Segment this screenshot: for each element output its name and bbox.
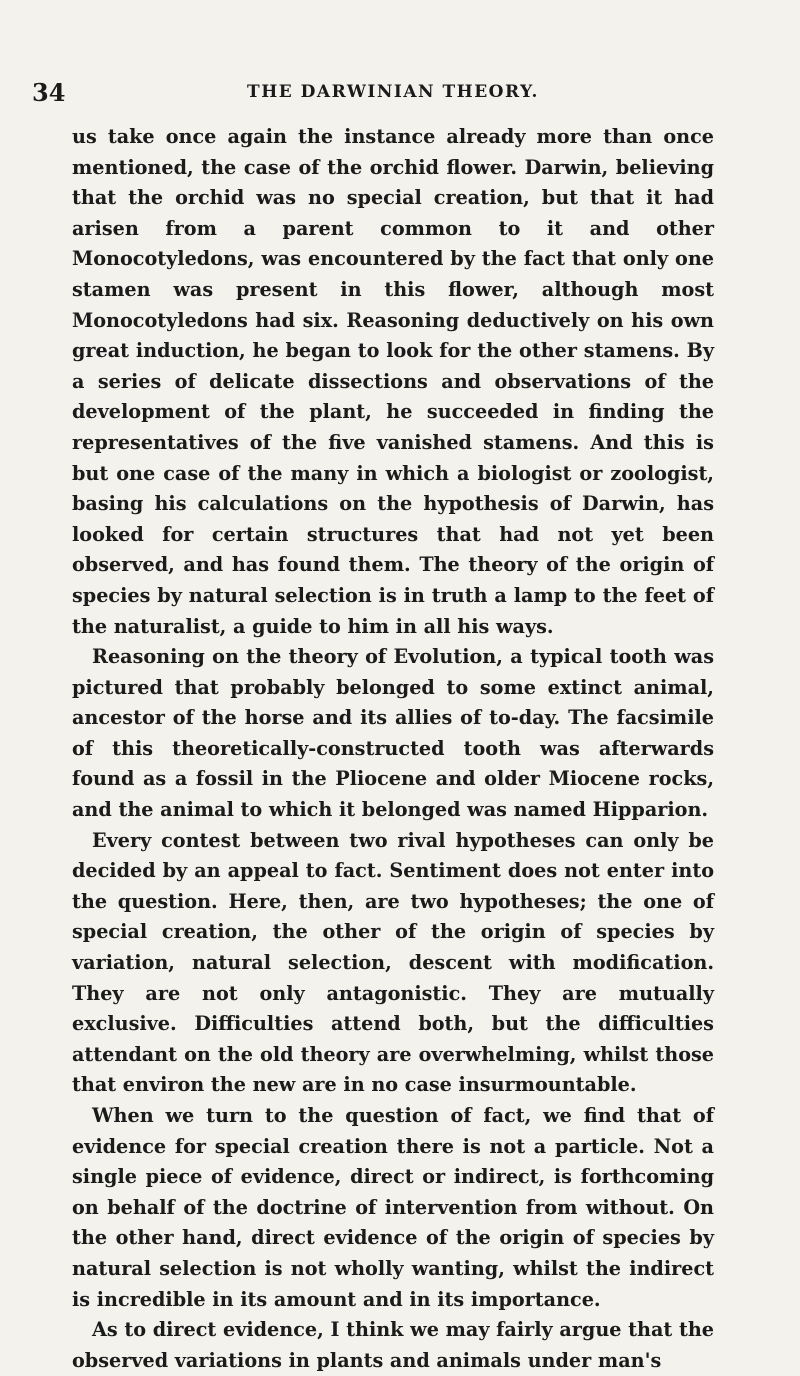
- paragraph-direct-evidence: As to direct evidence, I think we may fairly argue that the observed variations in plants and animals under man's: [72, 1318, 714, 1372]
- book-page: [32, 78, 714, 1376]
- paragraph-hipparion: Reasoning on the theory of Evolution, a typical tooth was pictured that probably belonged to some extinct animal, ancestor of the horse and its allies of to-day. The facsimile of this theoretically-constructed tooth was afterwards found as a fossil in the Pliocene and older Miocene rocks, and the animal to which it belonged was named Hipparion.: [72, 645, 714, 822]
- paragraph-orchid: us take once again the instance already more than once mentioned, the case of the orchid flower. Darwin, believing that the orchid was no special creation, but that it had arisen from a parent common to it and other Monocotyledons, was encountered by the fact that only one stamen was present in this flower, although most Monocotyledons had six. Reasoning deductively on his own great induction, he began to look for the other stamens. By a series of delicate dissections and observations of the development of the plant, he succeeded in finding the representatives of the five vanished stamens. And this is but one case of the many in which a biologist or zoologist, basing his calculations on the hypothesis of Darwin, has looked for certain structures that had not yet been observed, and has found them. The theory of the origin of species by natural selection is in truth a lamp to the feet of the naturalist, a guide to him in all his ways.: [72, 125, 714, 638]
- page-number: 34: [32, 78, 66, 107]
- paragraph-rival-hypotheses: Every contest between two rival hypotheses can only be decided by an appeal to fact. Sentiment does not enter into the question. Here, then, are two hypotheses; the one of special creation, the other of the origin of species by variation, natural selection, descent with modification. They are not only antagonistic. They are mutually exclusive. Difficulties attend both, but the difficulties attendant on the old theory are overwhelming, whilst those that environ the new are in no case insurmountable.: [72, 828, 714, 1097]
- body-text: [72, 122, 714, 1376]
- paragraph-evidence: When we turn to the question of fact, we find that of evidence for special creation there is not a particle. Not a single piece of evidence, direct or indirect, is forthcoming on behalf of the doctrine of intervention from without. On the other hand, direct evidence of the origin of species by natural selection is not wholly wanting, whilst the indirect is incredible in its amount and in its importance.: [72, 1104, 714, 1311]
- running-head: THE DARWINIAN THEORY.: [247, 82, 539, 102]
- page-header: [32, 78, 714, 108]
